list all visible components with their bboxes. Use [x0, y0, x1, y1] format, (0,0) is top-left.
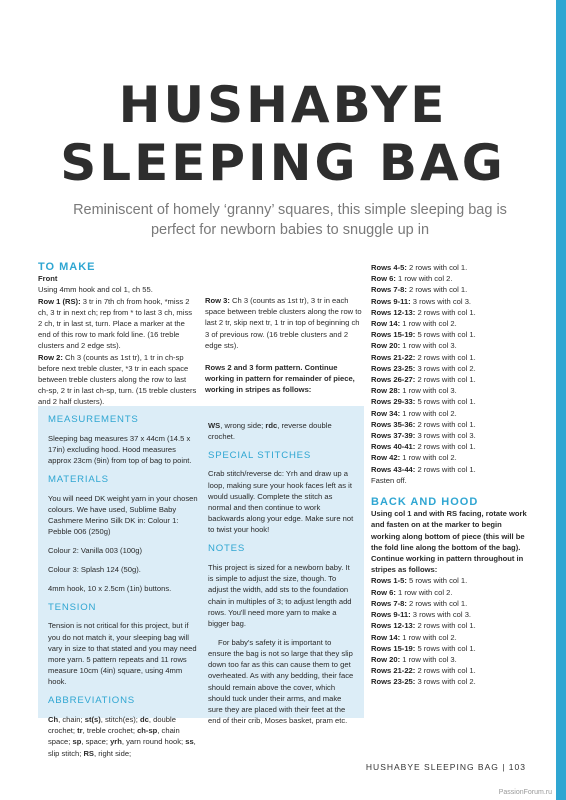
stripe-row-label: Rows 15-19: [371, 330, 416, 340]
back-hood-heading: BACK AND HOOD [371, 496, 479, 509]
row3-paragraph [205, 295, 365, 351]
stripe-row-text: 5 rows with col 1. [415, 397, 476, 407]
stripe-row-text: 2 rows with col 1. [415, 307, 476, 317]
row2-paragraph [38, 352, 198, 408]
stripe-row-text: 2 rows with col 1. [406, 263, 468, 272]
abbreviation-definition: , space; [81, 737, 111, 747]
stripe-row [371, 329, 531, 340]
stripe-row-label: Row 6: [371, 587, 396, 597]
row3-text: Ch 3 (counts as 1st tr), 3 tr in each space between treble clusters along the row to last 2 tr, skip next tr, 1 tr in top of beginning ch 3 of previous row. (16 treble clusters and 2 edge sts). [205, 296, 362, 350]
stripe-row-text: 2 rows with col 1. [415, 464, 476, 474]
stripe-row-text: 5 rows with col 1. [415, 643, 476, 653]
stripe-row [371, 598, 531, 609]
stripe-row [371, 318, 531, 329]
stripe-row [371, 452, 531, 463]
stripe-row-text: 3 rows with col 3. [415, 431, 476, 441]
stripe-row-label: Row 20: [371, 654, 401, 664]
stripe-row-text: 3 rows with col 3. [410, 610, 472, 620]
abbreviation-definition: , right side; [94, 748, 132, 758]
abbreviation-term: st(s) [84, 715, 101, 724]
stripe-row [371, 441, 531, 452]
front-label: Front [38, 274, 58, 284]
back-hood-intro: Using col 1 and with RS facing, rotate work and fasten on at the marker to begin working along bottom of piece (this will be the fold line along the bottom of the bag). Continue working in pattern throughout in stripes as follows: [371, 509, 527, 575]
stripe-row [371, 609, 531, 620]
measurements-heading: MEASUREMENTS [48, 414, 139, 425]
intro-text: Using 4mm hook and col 1, ch 55. [38, 285, 153, 295]
materials-line: You will need DK weight yarn in your chosen colours. We have used, Sublime Baby Cashmere Merino Silk DK in: Colour 1: Pebble 006 (250g) [48, 493, 198, 537]
stripes-column [371, 262, 531, 688]
stripe-row-label: Rows 29-33: [371, 397, 416, 407]
measurements-text: Sleeping bag measures 37 x 44cm (14.5 x 17in) excluding hood. Hood measures approx 23cm (9in) from top of bag to point. [48, 433, 192, 466]
tension-text: Tension is not critical for this project, but if you do not match it, your sleeping bag will vary in size to that stated and you may need more yarn. 5 pattern repeats and 11 rows measure 10cm (4in) square, using 4mm hook. [48, 621, 197, 687]
stripe-row-text: 1 row with col 2. [395, 587, 453, 597]
stripe-row-label: Rows 40-41: [371, 442, 416, 452]
stripe-row [371, 419, 531, 430]
stripe-row-text: 2 rows with col 1. [415, 352, 476, 362]
stripe-row [371, 587, 531, 598]
stripe-row-text: 1 row with col 2. [395, 274, 453, 284]
stripe-row [371, 654, 531, 665]
title-line-1: HUSHABYE [118, 76, 448, 134]
stripe-row-text: 2 rows with col 1. [415, 621, 476, 631]
subtitle: Reminiscent of homely ‘granny’ squares, this simple sleeping bag is perfect for newborn babies to snuggle up in [73, 202, 507, 238]
stripe-row-label: Row 34: [371, 408, 401, 418]
row1-label: Row 1 (RS): [38, 296, 81, 306]
abbreviation-definition: , double crochet; [48, 715, 176, 736]
abbreviation-term: tr [77, 726, 83, 736]
stripe-row-label: Row 20: [371, 341, 401, 351]
stripe-row-label: Row 42: [371, 453, 401, 463]
abbreviations-text [48, 714, 198, 759]
materials-heading: MATERIALS [48, 474, 109, 485]
stripe-row [371, 352, 531, 363]
materials-line: Colour 3: Splash 124 (50g). [48, 565, 141, 574]
stripe-row-text: 3 rows with col 2. [415, 363, 476, 373]
stripe-row-label: Row 28: [371, 386, 401, 396]
stripe-row-text: 2 rows with col 1. [406, 598, 468, 608]
abbreviation-definition: , treble crochet; [82, 726, 138, 736]
abbreviation-term: WS [208, 420, 221, 430]
stripe-row-label: Rows 21-22: [371, 352, 416, 362]
stripe-row [371, 676, 531, 687]
stripe-row [371, 340, 531, 351]
abbreviations-heading: ABBREVIATIONS [48, 695, 135, 707]
stripe-row [371, 632, 531, 643]
stripe-row [371, 430, 531, 441]
stripe-row [371, 385, 531, 396]
back-stripes-list [371, 575, 531, 687]
notes-text-2: For baby's safety it is important to ensure the bag is not so large that they slip down too far as this can cause them to get overheated. As with any bedding, their face should remain above the cover, which should tuck under their arms, and make sure they are placed with their feet at the end of their crib, Moses basket, pram etc. [208, 637, 354, 726]
page-footer: HUSHABYE SLEEPING BAG | 103 [365, 762, 526, 772]
stripe-row [371, 464, 531, 475]
abbreviation-term: RS [83, 748, 95, 758]
stripe-row-label: Rows 12-13: [371, 621, 416, 631]
row1-paragraph [38, 296, 198, 352]
stripe-row-label: Rows 1-5: [371, 576, 407, 586]
abbreviation-term: yrh [110, 737, 122, 747]
stripe-row-label: Rows 26-27: [371, 375, 416, 385]
abbreviation-definition: , yarn round hook; [121, 737, 186, 747]
stripe-row [371, 643, 531, 654]
stripe-row [371, 665, 531, 676]
title-line-2: SLEEPING BAG [60, 134, 506, 192]
abbreviation-term: sp [72, 737, 82, 747]
stripe-row-label: Row 14: [371, 319, 401, 329]
row2-label: Row 2: [38, 352, 63, 362]
abbreviation-definition: , slip stitch; [48, 737, 196, 758]
stripe-row-text: 3 rows with col 2. [415, 677, 476, 687]
stripe-row-label: Rows 12-13: [371, 307, 416, 317]
notes-heading: NOTES [208, 543, 246, 555]
special-stitches-heading: SPECIAL STITCHES [208, 449, 312, 461]
stripe-row-label: Rows 4-5: [371, 263, 407, 272]
tension-heading: TENSION [48, 601, 97, 613]
stripe-row-label: Rows 7-8: [371, 598, 407, 608]
stripe-row-label: Rows 23-25: [371, 677, 416, 687]
row3-label: Row 3: [205, 296, 230, 305]
abbreviation-definition: , chain; [58, 715, 85, 724]
to-make-column [38, 262, 198, 408]
row2-text: Ch 3 (counts as 1st tr), 1 tr in ch-sp before next treble cluster, *3 tr in each space between treble clusters along the row to last ch-sp, 2 tr in last ch-sp, turn. (15 treble clusters and 2 half clusters). [38, 352, 197, 407]
abbreviation-definition: , chain space; [48, 726, 180, 747]
stripe-row [371, 620, 531, 631]
stripe-row [371, 575, 531, 586]
stripe-row [371, 374, 531, 385]
stripe-row-text: 3 rows with col 3. [410, 296, 472, 306]
stripe-row-text: 5 rows with col 1. [406, 576, 468, 586]
abbreviation-definition: , stitch(es); [100, 715, 141, 724]
stripe-row-text: 2 rows with col 1. [406, 285, 468, 295]
stripe-row-text: 2 rows with col 1. [415, 419, 476, 429]
stripe-row-text: 1 row with col 3. [400, 341, 457, 351]
stripe-row-text: 1 row with col 2. [400, 632, 457, 642]
stripe-row [371, 307, 531, 318]
stripe-row-text: 2 rows with col 1. [415, 442, 476, 452]
abbreviation-term: dc [140, 715, 149, 724]
stripe-row-text: 2 rows with col 1. [415, 375, 476, 385]
stripe-row-text: 5 rows with col 1. [415, 330, 476, 340]
stripe-row-label: Rows 23-25: [371, 363, 416, 373]
to-make-heading: TO MAKE [38, 261, 96, 273]
stripe-row-label: Rows 9-11: [371, 296, 411, 306]
stripe-row [371, 296, 531, 307]
stripe-row-text: 2 rows with col 1. [415, 666, 476, 676]
abbreviation-term: ss [185, 737, 194, 747]
stripe-row-label: Rows 43-44: [371, 464, 416, 474]
info-box-left [48, 414, 198, 766]
stripe-row-text: 1 row with col 3. [400, 654, 457, 664]
stripe-row-text: 1 row with col 3. [400, 386, 457, 396]
stripe-row-label: Rows 21-22: [371, 666, 416, 676]
stripe-row [371, 396, 531, 407]
stripe-row [371, 273, 531, 284]
front-stripes-list [371, 262, 531, 475]
stripe-row [371, 408, 531, 419]
abbreviation-term: ch-sp [137, 726, 158, 736]
abbreviations-continued [208, 420, 356, 442]
continuation-column [205, 262, 365, 396]
watermark: PassionForum.ru [498, 789, 552, 796]
stripe-row [371, 363, 531, 374]
notes-text: This project is sized for a newborn baby. It is simple to adjust the size, though. To adjust the width, add sts to the foundation chain in multiples of 3; to adjust length add rows. You'll need more yarn to make a bigger bag. [208, 563, 352, 629]
abbreviation-definition: , wrong side; [220, 420, 266, 430]
abbreviation-definition: , reverse double crochet. [208, 420, 332, 441]
stripe-row-label: Rows 9-11: [371, 610, 411, 620]
row1-text: 3 tr in 7th ch from hook, *miss 2 ch, 3 tr in next ch; rep from * to last 3 ch, miss 2 ch, tr in last st, turn. Place a marker at the end of this row to mark fold line. (16 treble clusters and 2 edge sts). [38, 296, 193, 351]
stripe-row [371, 284, 531, 295]
materials-line: Colour 2: Vanilla 003 (100g) [48, 546, 142, 556]
special-stitches-text: Crab stitch/reverse dc: Yrh and draw up a loop, making sure your hook faces left as it would usually. Complete the stitch as normal and then continue to work backwards along your edge. Make sure not to twist your hook! [208, 469, 354, 535]
stripe-row-label: Row 14: [371, 632, 401, 642]
stripe-row-label: Rows 15-19: [371, 643, 416, 653]
stripe-row-label: Rows 35-36: [371, 419, 416, 429]
abbreviation-term: rdc [265, 420, 278, 430]
stripe-row-label: Rows 7-8: [371, 285, 407, 295]
stripe-row-label: Row 6: [371, 274, 396, 284]
stripe-row-label: Rows 37-39: [371, 431, 416, 441]
stripe-row-text: 1 row with col 2. [400, 453, 457, 463]
info-box-right [208, 412, 356, 734]
stripe-row-text: 1 row with col 2. [400, 319, 457, 329]
abbreviation-term: Ch [48, 715, 59, 724]
stripe-row-text: 1 row with col 2. [400, 408, 457, 418]
stripe-row [371, 262, 531, 273]
pattern-note: Rows 2 and 3 form pattern. Continue working in pattern for remainder of piece, working in stripes as follows: [205, 363, 355, 395]
materials-line: 4mm hook, 10 x 2.5cm (1in) buttons. [48, 583, 172, 593]
info-box [38, 406, 364, 758]
fasten-off: Fasten off. [371, 475, 407, 485]
